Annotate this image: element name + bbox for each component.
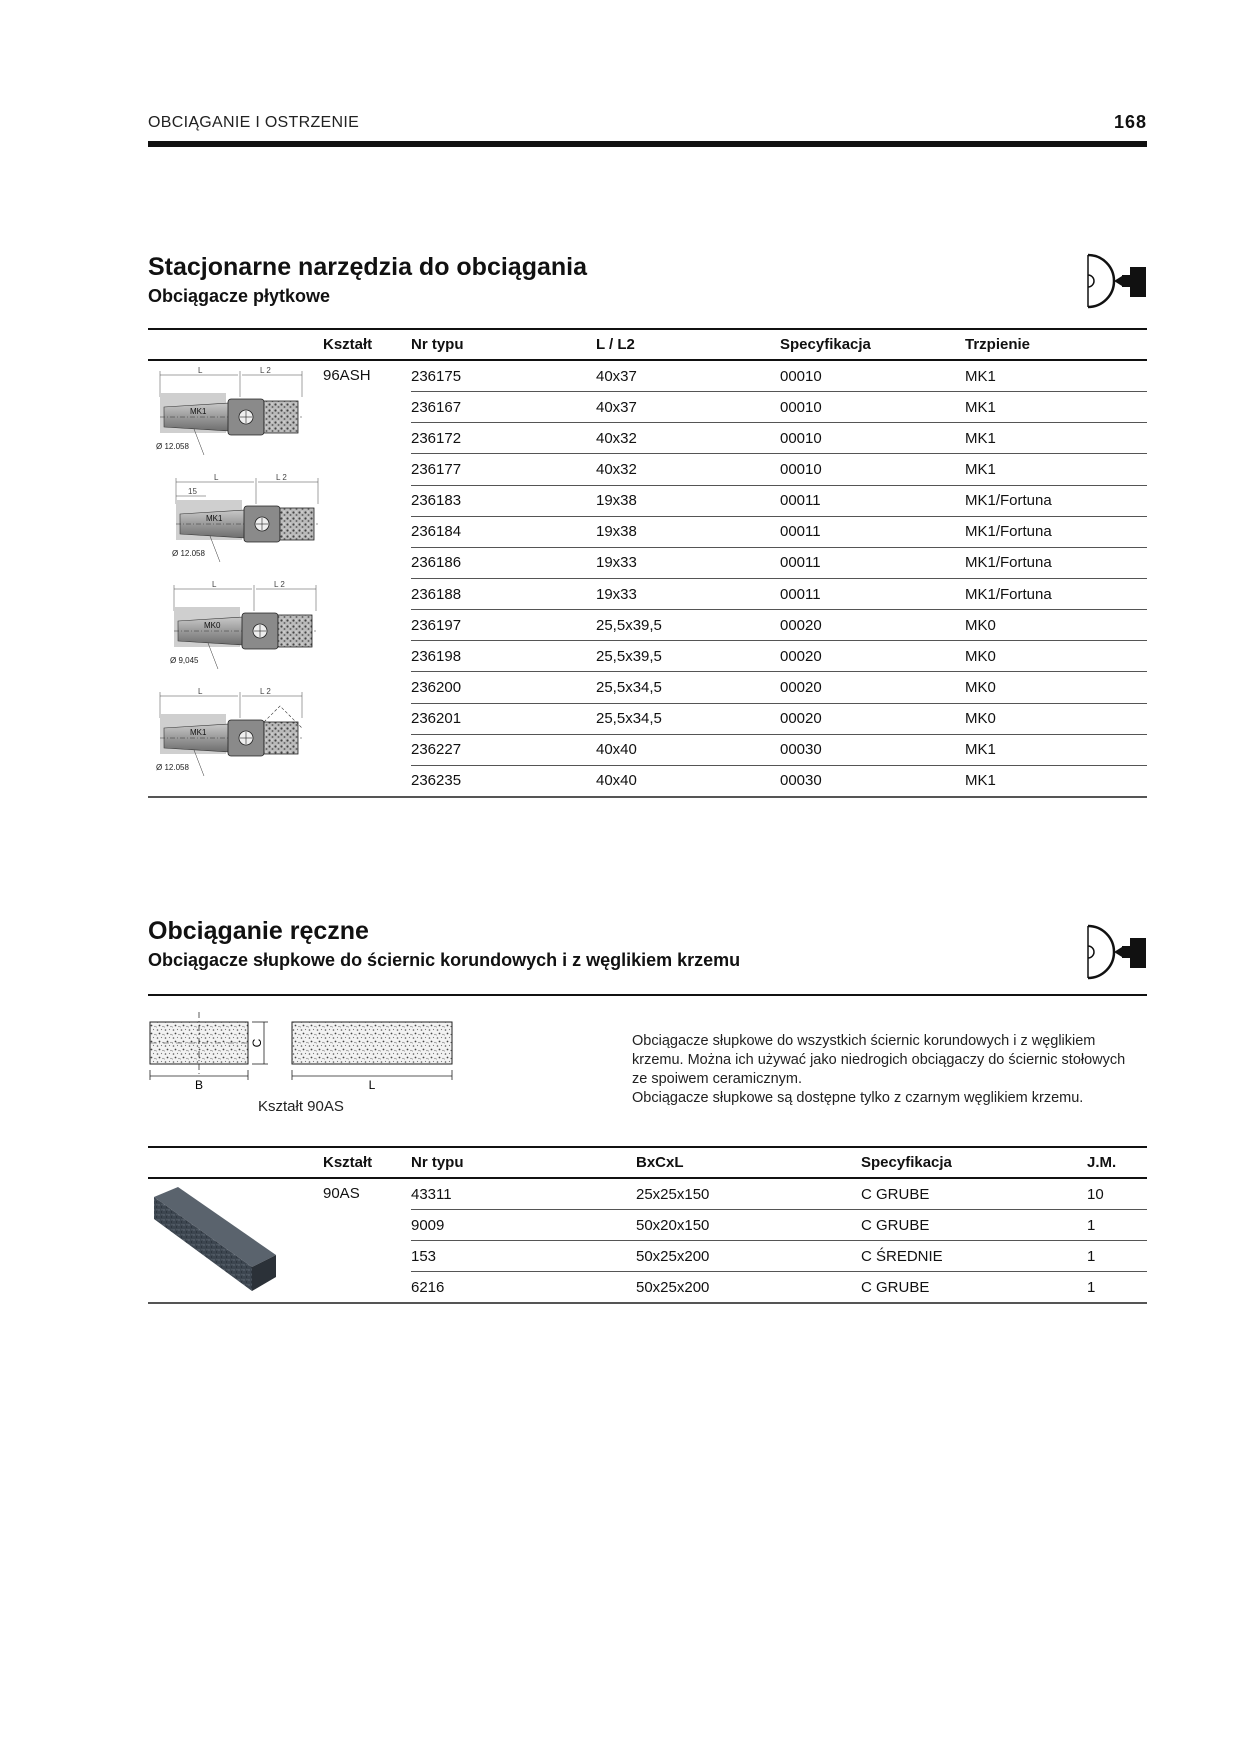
- table-cell: 00011: [780, 485, 965, 516]
- shape-cell: 96ASH: [323, 360, 411, 797]
- table-cell: 236200: [411, 672, 596, 703]
- table-cell: 236167: [411, 392, 596, 423]
- dresser-plate-table: [148, 328, 1147, 798]
- section2-subtitle: Obciągacze słupkowe do ściernic korundowych i z węglikiem krzemu: [148, 950, 741, 970]
- table-cell: 19x38: [596, 516, 780, 547]
- page-header: [148, 110, 1147, 150]
- table-cell: 236201: [411, 703, 596, 734]
- table-cell: 236175: [411, 360, 596, 392]
- table-cell: 00010: [780, 392, 965, 423]
- table-cell: 236186: [411, 547, 596, 578]
- table-cell: MK0: [965, 672, 1147, 703]
- table-cell: 00011: [780, 516, 965, 547]
- description-line: Obciągacze słupkowe do wszystkich ściernic korundowych i z węglikiem: [632, 1033, 1096, 1049]
- table-cell: MK1: [965, 392, 1147, 423]
- col-header: Kształt: [323, 1147, 411, 1178]
- table-cell: 00020: [780, 610, 965, 641]
- dim-l2: L 2: [276, 473, 287, 482]
- table-cell: 25,5x39,5: [596, 610, 780, 641]
- table-cell: 50x25x200: [636, 1272, 861, 1304]
- table-cell: 00030: [780, 765, 965, 797]
- table-cell: MK1: [965, 360, 1147, 392]
- table-cell: 00020: [780, 641, 965, 672]
- description-line: Obciągacze słupkowe są dostępne tylko z czarnym węglikiem krzemu.: [632, 1090, 1084, 1106]
- table-cell: 00010: [780, 454, 965, 485]
- stick-dresser-table: [148, 1146, 1147, 1304]
- table-cell: 236172: [411, 423, 596, 454]
- stick-dresser-diagram: [148, 1012, 458, 1112]
- table-cell: 1: [1087, 1272, 1147, 1304]
- col-header: Specyfikacja: [780, 329, 965, 360]
- table-cell: 236177: [411, 454, 596, 485]
- table-cell: MK1: [965, 423, 1147, 454]
- table-cell: 00020: [780, 672, 965, 703]
- table-cell: 00011: [780, 578, 965, 609]
- table-cell: C GRUBE: [861, 1178, 1087, 1210]
- col-header: Trzpienie: [965, 329, 1147, 360]
- table-cell: 236188: [411, 578, 596, 609]
- diameter-label: Ø 12.058: [156, 442, 189, 451]
- table-cell: 00010: [780, 423, 965, 454]
- description-line: krzemu. Można ich używać jako niedrogich obciągaczy do ściernic stołowych: [632, 1052, 1126, 1068]
- table-row: [148, 1178, 1147, 1210]
- col-header: Kształt: [323, 329, 411, 360]
- col-header: Specyfikacja: [861, 1147, 1087, 1178]
- table-cell: 25,5x39,5: [596, 641, 780, 672]
- table-cell: MK0: [965, 610, 1147, 641]
- table-cell: 6216: [411, 1272, 636, 1304]
- table-cell: 40x40: [596, 765, 780, 797]
- table-cell: 1: [1087, 1241, 1147, 1272]
- table-cell: 236227: [411, 734, 596, 765]
- table-cell: 43311: [411, 1178, 636, 1210]
- col-header: Nr typu: [411, 329, 596, 360]
- section-label: OBCIĄGANIE I OSTRZENIE: [148, 114, 360, 131]
- table-cell: MK1/Fortuna: [965, 547, 1147, 578]
- table-cell: 25,5x34,5: [596, 703, 780, 734]
- table-cell: 00020: [780, 703, 965, 734]
- table-cell: C GRUBE: [861, 1272, 1087, 1304]
- table-cell: MK0: [965, 703, 1147, 734]
- dim-l: L: [212, 580, 217, 589]
- table-cell: 50x25x200: [636, 1241, 861, 1272]
- dim-l: L: [198, 687, 203, 696]
- dim-b-label: B: [194, 1078, 204, 1092]
- col-header: J.M.: [1087, 1147, 1147, 1178]
- table-cell: C GRUBE: [861, 1210, 1087, 1241]
- section2-title: Obciąganie ręczne: [148, 917, 369, 945]
- product-drawings: [148, 360, 323, 797]
- dim-l-label: L: [368, 1078, 376, 1092]
- table-cell: MK1/Fortuna: [965, 578, 1147, 609]
- taper-label: MK0: [204, 621, 221, 630]
- table-cell: MK1: [965, 454, 1147, 485]
- table-cell: MK1/Fortuna: [965, 485, 1147, 516]
- table-cell: 236235: [411, 765, 596, 797]
- dressing-tool-icon: [1084, 922, 1148, 982]
- diameter-label: Ø 9,045: [170, 656, 199, 665]
- table-cell: C ŚREDNIE: [861, 1241, 1087, 1272]
- table-cell: 9009: [411, 1210, 636, 1241]
- table-cell: 25x25x150: [636, 1178, 861, 1210]
- stick-photo: [148, 1179, 323, 1301]
- description-line: ze spoiwem ceramicznym.: [632, 1071, 803, 1087]
- header-rule: [148, 141, 1147, 147]
- table-cell: MK1/Fortuna: [965, 516, 1147, 547]
- table-cell: 40x37: [596, 392, 780, 423]
- taper-label: MK1: [190, 728, 207, 737]
- table-cell: MK0: [965, 641, 1147, 672]
- table-cell: 10: [1087, 1178, 1147, 1210]
- shape-cell: 90AS: [323, 1178, 411, 1303]
- product-photo: [148, 1178, 323, 1303]
- description-text: [632, 1032, 1152, 1108]
- table-row: [148, 360, 1147, 392]
- dim-extra: 15: [188, 487, 197, 496]
- page-number: 168: [1113, 112, 1147, 132]
- diameter-label: Ø 12.058: [156, 763, 189, 772]
- table-cell: 25,5x34,5: [596, 672, 780, 703]
- dim-l2: L 2: [260, 687, 271, 696]
- table-cell: MK1: [965, 734, 1147, 765]
- table-header-row: [148, 1147, 1147, 1178]
- dim-l: L: [198, 366, 203, 375]
- table-cell: 40x32: [596, 454, 780, 485]
- table-cell: 40x32: [596, 423, 780, 454]
- dim-l: L: [214, 473, 219, 482]
- table-cell: 19x33: [596, 547, 780, 578]
- section1-subtitle: Obciągacze płytkowe: [148, 286, 331, 306]
- dim-c-label: C: [250, 1038, 264, 1048]
- table-cell: 236184: [411, 516, 596, 547]
- table-cell: 00030: [780, 734, 965, 765]
- col-header: BxCxL: [636, 1147, 861, 1178]
- dim-l2: L 2: [274, 580, 285, 589]
- taper-label: MK1: [190, 407, 207, 416]
- table-cell: 236198: [411, 641, 596, 672]
- diameter-label: Ø 12.058: [172, 549, 205, 558]
- col-header: Nr typu: [411, 1147, 636, 1178]
- table-cell: 40x40: [596, 734, 780, 765]
- table-cell: MK1: [965, 765, 1147, 797]
- table-cell: 236197: [411, 610, 596, 641]
- table-cell: 00010: [780, 360, 965, 392]
- table-cell: 40x37: [596, 360, 780, 392]
- col-header: L / L2: [596, 329, 780, 360]
- section2-rule: [148, 994, 1147, 996]
- dressing-tool-icon: [1084, 251, 1148, 311]
- taper-label: MK1: [206, 514, 223, 523]
- table-cell: 19x38: [596, 485, 780, 516]
- table-cell: 19x33: [596, 578, 780, 609]
- dim-l2: L 2: [260, 366, 271, 375]
- table-cell: 153: [411, 1241, 636, 1272]
- drawings-svg: [148, 361, 323, 796]
- table-cell: 50x20x150: [636, 1210, 861, 1241]
- table-cell: 00011: [780, 547, 965, 578]
- section1-title: Stacjonarne narzędzia do obciągania: [148, 253, 588, 281]
- table-header-row: [148, 329, 1147, 360]
- table-cell: 236183: [411, 485, 596, 516]
- diagram-caption: Kształt 90AS: [258, 1098, 344, 1115]
- table-cell: 1: [1087, 1210, 1147, 1241]
